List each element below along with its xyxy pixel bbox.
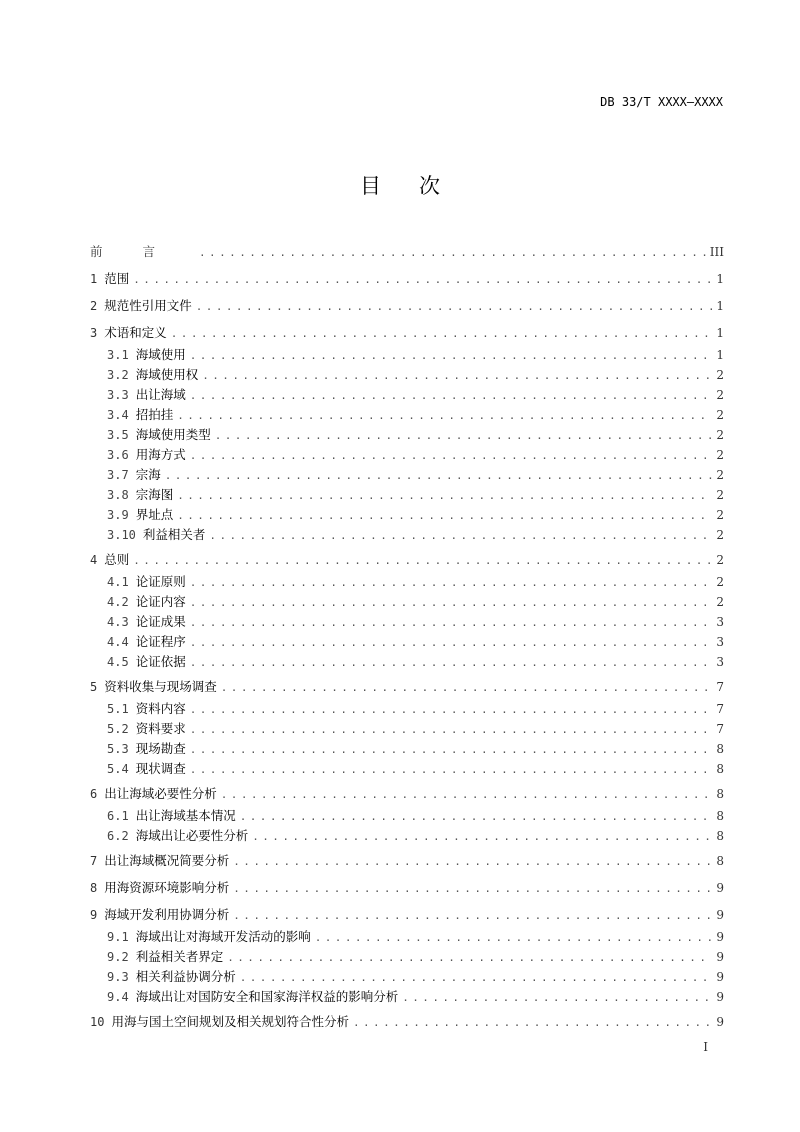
toc-entry-label: 资料收集与现场调查 bbox=[104, 679, 217, 694]
toc-entry-number: 10 bbox=[90, 1015, 105, 1029]
dot-leader bbox=[190, 760, 713, 780]
toc-entry-label: 论证依据 bbox=[135, 654, 186, 669]
toc-entry[interactable] bbox=[90, 1012, 724, 1034]
toc-entry-number: 9.1 bbox=[107, 930, 129, 944]
toc-entry-page: 9 bbox=[716, 990, 724, 1004]
toc-entry-number: 3.2 bbox=[107, 368, 129, 382]
dot-leader bbox=[190, 653, 713, 673]
toc-entry-page: 1 bbox=[716, 299, 724, 313]
dot-leader bbox=[221, 785, 713, 805]
toc-entry-page: 2 bbox=[716, 528, 724, 542]
toc-entry-number: 9.2 bbox=[107, 950, 129, 964]
toc-entry-page: 9 bbox=[716, 881, 724, 895]
toc-entry[interactable] bbox=[90, 445, 724, 465]
toc-entry[interactable] bbox=[90, 269, 724, 291]
toc-entry-number: 9.3 bbox=[107, 970, 129, 984]
toc-entry[interactable] bbox=[90, 592, 724, 612]
toc-entry[interactable] bbox=[90, 806, 724, 826]
toc-entry-page: 9 bbox=[716, 930, 724, 944]
toc-entry-page: 2 bbox=[716, 408, 724, 422]
dot-leader bbox=[233, 906, 712, 926]
toc-entry-label: 海域使用 bbox=[135, 347, 186, 362]
toc-entry[interactable] bbox=[90, 739, 724, 759]
toc-entry-page: 7 bbox=[716, 680, 724, 694]
toc-entry-page: 3 bbox=[716, 655, 724, 669]
toc-entry-page: 3 bbox=[716, 635, 724, 649]
toc-entry-page: 9 bbox=[716, 950, 724, 964]
toc-entry-label: 海域出让必要性分析 bbox=[135, 828, 249, 843]
toc-entry[interactable] bbox=[90, 345, 724, 365]
toc-entry-page: 8 bbox=[716, 829, 724, 843]
dot-leader bbox=[315, 928, 713, 948]
toc-entry-number: 5.4 bbox=[107, 762, 129, 776]
toc-entry[interactable] bbox=[90, 784, 724, 806]
toc-entry-label: 海域出让对海域开发活动的影响 bbox=[135, 929, 311, 944]
dot-leader bbox=[171, 324, 713, 344]
dot-leader bbox=[133, 551, 712, 571]
toc-entry-number: 5.2 bbox=[107, 722, 129, 736]
toc-entry-number: 3.6 bbox=[107, 448, 129, 462]
toc-entry-page: 9 bbox=[716, 970, 724, 984]
toc-entry-number: 7 bbox=[90, 854, 98, 868]
toc-entry-label: 出让海域必要性分析 bbox=[104, 786, 217, 801]
toc-entry-page: 2 bbox=[716, 488, 724, 502]
toc-entry-label: 资料内容 bbox=[135, 701, 186, 716]
toc-entry-label: 论证成果 bbox=[135, 614, 186, 629]
toc-entry-page: 2 bbox=[716, 368, 724, 382]
toc-entry-number: 6.1 bbox=[107, 809, 129, 823]
toc-entry-page: 2 bbox=[716, 448, 724, 462]
table-of-contents bbox=[90, 242, 724, 1034]
dot-leader bbox=[190, 573, 713, 593]
toc-entry-number: 4.5 bbox=[107, 655, 129, 669]
toc-entry[interactable] bbox=[90, 612, 724, 632]
toc-entry-page: III bbox=[709, 245, 724, 259]
toc-entry[interactable] bbox=[90, 652, 724, 672]
toc-entry[interactable] bbox=[90, 572, 724, 592]
dot-leader bbox=[215, 426, 713, 446]
dot-leader bbox=[190, 700, 713, 720]
document-number: DB 33/T XXXX—XXXX bbox=[600, 95, 723, 109]
toc-entry[interactable] bbox=[90, 296, 724, 318]
toc-entry-number: 4 bbox=[90, 553, 98, 567]
page-title: 目次 bbox=[360, 174, 478, 198]
toc-entry-number: 5.1 bbox=[107, 702, 129, 716]
toc-entry-label: 出让海域 bbox=[135, 387, 186, 402]
toc-entry-label: 利益相关者 bbox=[142, 527, 206, 542]
toc-entry-number: 6 bbox=[90, 787, 98, 801]
dot-leader bbox=[209, 526, 712, 546]
dot-leader bbox=[190, 740, 713, 760]
toc-entry[interactable] bbox=[90, 365, 724, 385]
toc-entry[interactable] bbox=[90, 505, 724, 525]
toc-entry[interactable] bbox=[90, 485, 724, 505]
dot-leader bbox=[402, 988, 712, 1008]
dot-leader bbox=[190, 346, 713, 366]
toc-entry-page: 2 bbox=[716, 428, 724, 442]
toc-entry-page: 2 bbox=[716, 468, 724, 482]
dot-leader bbox=[190, 613, 713, 633]
toc-entry-page: 2 bbox=[716, 388, 724, 402]
dot-leader bbox=[233, 852, 712, 872]
dot-leader bbox=[227, 948, 712, 968]
toc-entry-page: 1 bbox=[716, 272, 724, 286]
toc-entry-page: 2 bbox=[716, 575, 724, 589]
toc-entry[interactable] bbox=[90, 242, 724, 264]
dot-leader bbox=[190, 633, 713, 653]
toc-entry-label: 术语和定义 bbox=[104, 325, 167, 340]
toc-entry-page: 8 bbox=[716, 742, 724, 756]
toc-entry-number: 4.4 bbox=[107, 635, 129, 649]
toc-entry-label: 出让海域概况简要分析 bbox=[104, 853, 230, 868]
toc-entry[interactable] bbox=[90, 947, 724, 967]
toc-entry-page: 2 bbox=[716, 553, 724, 567]
toc-entry[interactable] bbox=[90, 323, 724, 345]
toc-entry-label: 海域使用类型 bbox=[135, 427, 211, 442]
toc-entry-label: 资料要求 bbox=[135, 721, 186, 736]
toc-entry-page: 1 bbox=[716, 348, 724, 362]
toc-entry-number: 5 bbox=[90, 680, 98, 694]
toc-entry-number: 8 bbox=[90, 881, 98, 895]
toc-entry[interactable] bbox=[90, 699, 724, 719]
toc-entry-number: 4.2 bbox=[107, 595, 129, 609]
toc-entry-page: 8 bbox=[716, 854, 724, 868]
toc-entry-page: 3 bbox=[716, 615, 724, 629]
dot-leader bbox=[240, 807, 713, 827]
toc-entry-page: 7 bbox=[716, 722, 724, 736]
dot-leader bbox=[190, 720, 713, 740]
toc-entry[interactable] bbox=[90, 550, 724, 572]
toc-entry-label: 界址点 bbox=[135, 507, 174, 522]
dot-leader bbox=[190, 386, 713, 406]
dot-leader bbox=[221, 678, 713, 698]
dot-leader bbox=[133, 270, 712, 290]
toc-entry-label: 海域开发利用协调分析 bbox=[104, 907, 230, 922]
toc-entry-label: 宗海图 bbox=[135, 487, 174, 502]
toc-entry-number: 1 bbox=[90, 272, 98, 286]
page-number: I bbox=[703, 1040, 708, 1054]
toc-entry-page: 1 bbox=[716, 326, 724, 340]
toc-entry-number: 3.8 bbox=[107, 488, 129, 502]
toc-entry[interactable] bbox=[90, 878, 724, 900]
toc-entry[interactable] bbox=[90, 465, 724, 485]
toc-entry[interactable] bbox=[90, 987, 724, 1007]
toc-entry-number: 3.7 bbox=[107, 468, 129, 482]
toc-entry[interactable] bbox=[90, 967, 724, 987]
toc-entry-label: 相关利益协调分析 bbox=[135, 969, 236, 984]
toc-entry-label: 论证原则 bbox=[135, 574, 186, 589]
toc-entry[interactable] bbox=[90, 927, 724, 947]
toc-entry-page: 8 bbox=[716, 762, 724, 776]
toc-entry[interactable] bbox=[90, 719, 724, 739]
toc-entry[interactable] bbox=[90, 905, 724, 927]
toc-entry-number: 4.1 bbox=[107, 575, 129, 589]
toc-entry-label: 论证程序 bbox=[135, 634, 186, 649]
dot-leader bbox=[233, 879, 712, 899]
toc-entry-label: 总则 bbox=[104, 552, 130, 567]
dot-leader bbox=[199, 243, 706, 263]
dot-leader bbox=[177, 406, 712, 426]
toc-entry-number: 2 bbox=[90, 299, 98, 313]
toc-entry-label: 海域出让对国防安全和国家海洋权益的影响分析 bbox=[135, 989, 399, 1004]
dot-leader bbox=[202, 366, 712, 386]
toc-entry-number: 3 bbox=[90, 326, 98, 340]
toc-entry-label: 用海方式 bbox=[135, 447, 186, 462]
toc-entry-label: 用海资源环境影响分析 bbox=[104, 880, 230, 895]
toc-entry-number: 5.3 bbox=[107, 742, 129, 756]
toc-entry-number: 3.5 bbox=[107, 428, 129, 442]
dot-leader bbox=[190, 593, 713, 613]
toc-entry-number: 3.9 bbox=[107, 508, 129, 522]
toc-entry[interactable] bbox=[90, 759, 724, 779]
toc-entry-page: 9 bbox=[716, 908, 724, 922]
dot-leader bbox=[190, 446, 713, 466]
toc-entry-label: 前言 bbox=[90, 244, 196, 259]
toc-entry[interactable] bbox=[90, 851, 724, 873]
toc-entry-label: 海域使用权 bbox=[135, 367, 199, 382]
dot-leader bbox=[177, 486, 712, 506]
toc-entry-page: 8 bbox=[716, 809, 724, 823]
toc-entry[interactable] bbox=[90, 826, 724, 846]
toc-entry-number: 4.3 bbox=[107, 615, 129, 629]
toc-entry-page: 2 bbox=[716, 595, 724, 609]
dot-leader bbox=[252, 827, 712, 847]
toc-entry-number: 3.4 bbox=[107, 408, 129, 422]
dot-leader bbox=[353, 1013, 712, 1033]
toc-entry-label: 现场勘查 bbox=[135, 741, 186, 756]
toc-entry-label: 范围 bbox=[104, 271, 130, 286]
toc-entry-label: 规范性引用文件 bbox=[104, 298, 192, 313]
toc-entry-number: 9.4 bbox=[107, 990, 129, 1004]
dot-leader bbox=[165, 466, 713, 486]
toc-entry-page: 9 bbox=[716, 1015, 724, 1029]
toc-entry-label: 用海与国土空间规划及相关规划符合性分析 bbox=[111, 1014, 349, 1029]
toc-entry[interactable] bbox=[90, 632, 724, 652]
toc-entry-label: 现状调查 bbox=[135, 761, 186, 776]
toc-entry-number: 3.3 bbox=[107, 388, 129, 402]
toc-entry-number: 3.10 bbox=[107, 528, 136, 542]
toc-entry[interactable] bbox=[90, 677, 724, 699]
toc-entry-label: 宗海 bbox=[135, 467, 161, 482]
toc-entry[interactable] bbox=[90, 385, 724, 405]
toc-entry-page: 8 bbox=[716, 787, 724, 801]
toc-entry[interactable] bbox=[90, 525, 724, 545]
toc-entry[interactable] bbox=[90, 405, 724, 425]
dot-leader bbox=[196, 297, 713, 317]
toc-entry[interactable] bbox=[90, 425, 724, 445]
toc-entry-page: 7 bbox=[716, 702, 724, 716]
toc-entry-number: 3.1 bbox=[107, 348, 129, 362]
toc-entry-label: 论证内容 bbox=[135, 594, 186, 609]
toc-entry-page: 2 bbox=[716, 508, 724, 522]
toc-entry-label: 利益相关者界定 bbox=[135, 949, 224, 964]
toc-entry-number: 9 bbox=[90, 908, 98, 922]
toc-entry-label: 招拍挂 bbox=[135, 407, 174, 422]
toc-entry-number: 6.2 bbox=[107, 829, 129, 843]
dot-leader bbox=[177, 506, 712, 526]
toc-entry-label: 出让海域基本情况 bbox=[135, 808, 236, 823]
dot-leader bbox=[240, 968, 713, 988]
